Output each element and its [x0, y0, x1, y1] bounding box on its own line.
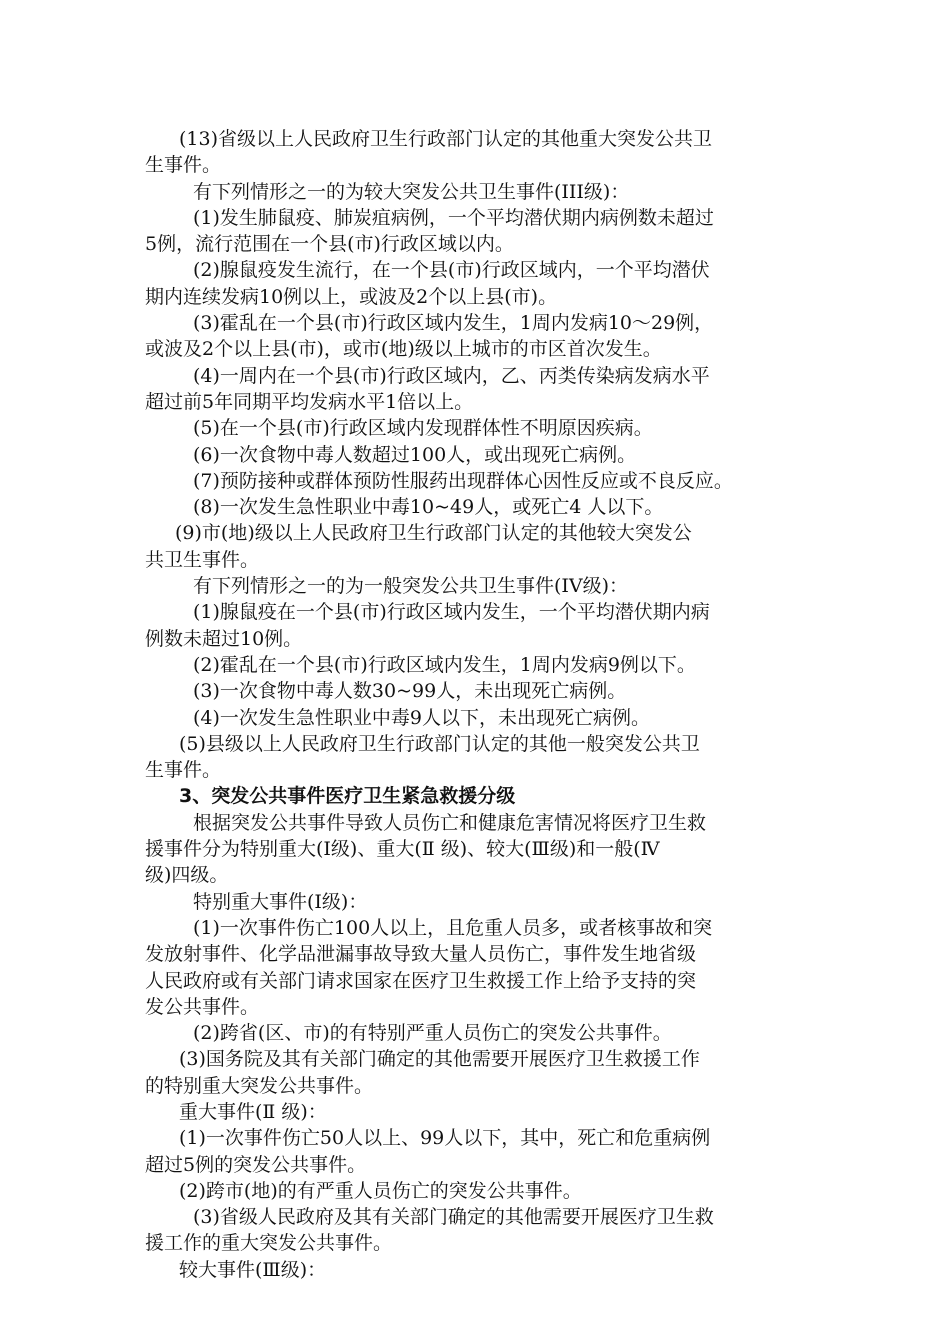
paragraph-line: 或波及2个以上县(市)，或市(地)级以上城市的市区首次发生。: [145, 338, 662, 361]
paragraph-line: 例数未超过10例。: [145, 627, 303, 650]
paragraph-line: 超过5例的突发公共事件。: [145, 1153, 367, 1176]
paragraph-line: (7)预防接种或群体预防性服药出现群体心因性反应或不良反应。: [193, 469, 733, 492]
paragraph-line: (2)跨市(地)的有严重人员伤亡的突发公共事件。: [179, 1179, 582, 1202]
paragraph-line: 生事件。: [145, 759, 222, 782]
paragraph-line: (3)国务院及其有关部门确定的其他需要开展医疗卫生救援工作: [179, 1048, 700, 1071]
paragraph-line: (2)霍乱在一个县(市)行政区域内发生，1周内发病9例以下。: [193, 653, 696, 676]
paragraph-line: 共卫生事件。: [145, 548, 260, 571]
paragraph-line: (1)一次事件伤亡100人以上，且危重人员多，或者核事故和突: [193, 916, 713, 939]
paragraph-line: 5例，流行范围在一个县(市)行政区域以内。: [145, 233, 514, 256]
paragraph-line: 期内连续发病10例以上，或波及2个以上县(市)。: [145, 285, 558, 308]
paragraph-line: 人民政府或有关部门请求国家在医疗卫生救援工作上给予支持的突: [145, 969, 697, 992]
paragraph-line: 根据突发公共事件导致人员伤亡和健康危害情况将医疗卫生救: [193, 811, 707, 834]
paragraph-line: (1)发生肺鼠疫、肺炭疽病例，一个平均潜伏期内病例数未超过: [193, 206, 714, 229]
paragraph-line: 有下列情形之一的为一般突发公共卫生事件(IV级)：: [193, 575, 629, 598]
paragraph-line: (8)一次发生急性职业中毒10~49人，或死亡4 人以下。: [193, 496, 664, 519]
paragraph-line: 较大事件(Ⅲ级)：: [179, 1258, 327, 1281]
section-heading: 3、突发公共事件医疗卫生紧急救援分级: [179, 785, 516, 808]
paragraph-line: 发公共事件。: [145, 995, 260, 1018]
paragraph-line: (2)跨省(区、市)的有特别严重人员伤亡的突发公共事件。: [193, 1022, 672, 1045]
paragraph-line: 重大事件(Ⅱ 级)：: [179, 1100, 327, 1123]
paragraph-line: (4)一次发生急性职业中毒9人以下，未出现死亡病例。: [193, 706, 651, 729]
paragraph-line: 特别重大事件(Ⅰ级)：: [193, 890, 368, 913]
paragraph-line: 的特别重大突发公共事件。: [145, 1074, 374, 1097]
paragraph-line: (13)省级以上人民政府卫生行政部门认定的其他重大突发公共卫: [179, 128, 713, 150]
paragraph-line: (3)一次食物中毒人数30~99人，未出现死亡病例。: [193, 680, 627, 703]
paragraph-line: (9)市(地)级以上人民政府卫生行政部门认定的其他较大突发公: [175, 522, 692, 545]
paragraph-line: (1)腺鼠疫在一个县(市)行政区域内发生，一个平均潜伏期内病: [193, 601, 710, 624]
paragraph-line: (2)腺鼠疫发生流行，在一个县(市)行政区域内，一个平均潜伏: [193, 259, 710, 282]
paragraph-line: (4)一周内在一个县(市)行政区域内，乙、丙类传染病发病水平: [193, 364, 710, 387]
paragraph-line: 有下列情形之一的为较大突发公共卫生事件(III级)：: [193, 180, 630, 203]
paragraph-line: (3)霍乱在一个县(市)行政区域内发生，1周内发病10～29例，: [193, 312, 714, 335]
paragraph-line: 援工作的重大突发公共事件。: [145, 1232, 393, 1255]
paragraph-line: (6)一次食物中毒人数超过100人，或出现死亡病例。: [193, 443, 637, 466]
document-page: [145, 126, 817, 1283]
paragraph-line: 级)四级。: [145, 864, 229, 887]
paragraph-line: 援事件分为特别重大(Ⅰ级)、重大(Ⅱ 级)、较大(Ⅲ级)和一般(Ⅳ: [145, 838, 660, 861]
paragraph-line: (1)一次事件伤亡50人以上、99人以下，其中，死亡和危重病例: [179, 1127, 711, 1150]
paragraph-line: (5)在一个县(市)行政区域内发现群体性不明原因疾病。: [193, 417, 653, 440]
paragraph-line: (3)省级人民政府及其有关部门确定的其他需要开展医疗卫生救: [193, 1206, 714, 1229]
paragraph-line: 发放射事件、化学品泄漏事故导致大量人员伤亡，事件发生地省级: [145, 943, 697, 966]
paragraph-line: 生事件。: [145, 154, 222, 177]
paragraph-line: 超过前5年同期平均发病水平1倍以上。: [145, 390, 474, 413]
paragraph-line: (5)县级以上人民政府卫生行政部门认定的其他一般突发公共卫: [179, 732, 700, 755]
